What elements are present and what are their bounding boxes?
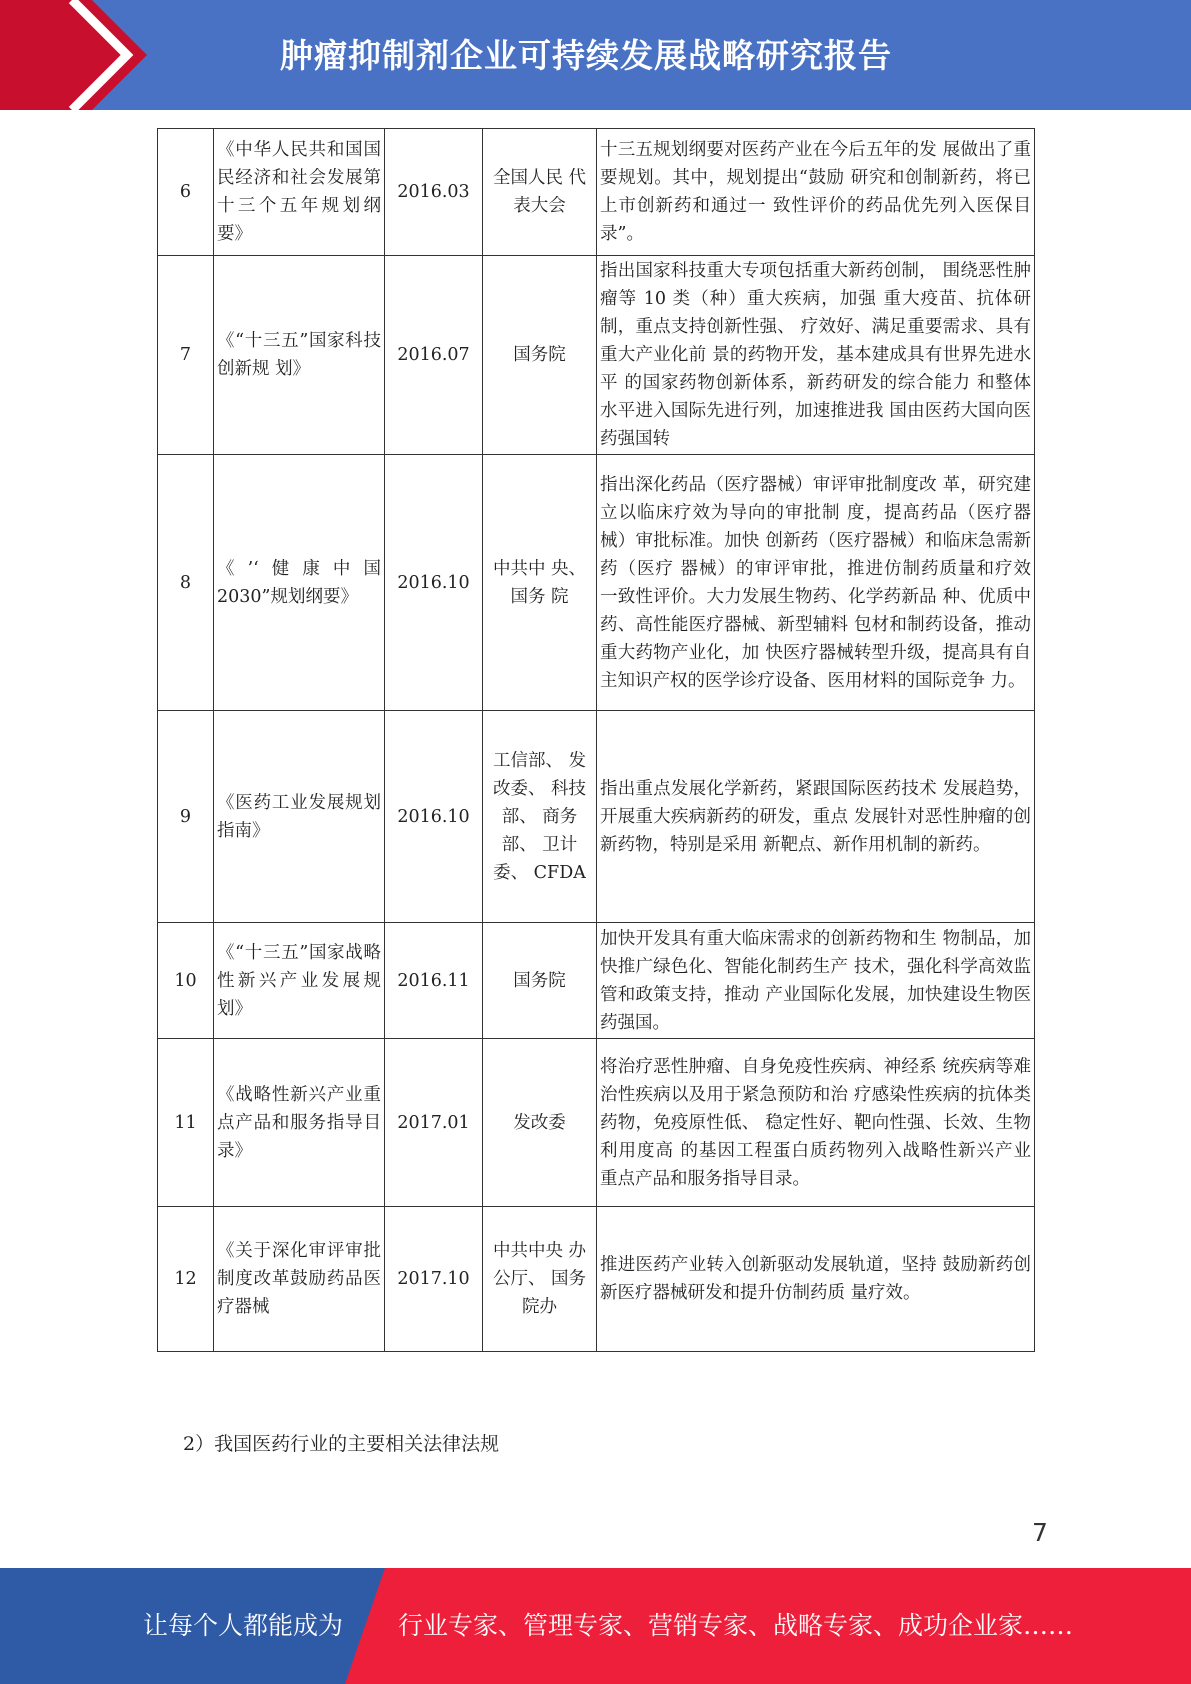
policy-date: 2016.10 [385,455,483,711]
policy-name: 《’‘健康中国2030”规划纲要》 [214,455,385,711]
issuing-organization: 中共中 央、 国务 院 [483,455,597,711]
policy-description: 加快开发具有重大临床需求的创新药物和生 物制品，加快推广绿色化、智能化制药生产 技术，强化科学高效监管和政策支持，推动 产业国际化发展，加快建设生物医药强国。 [597,923,1035,1039]
policy-date: 2016.10 [385,711,483,923]
header-red-arrow [0,0,150,110]
table-row [158,1039,1035,1207]
policy-date: 2016.07 [385,256,483,455]
policy-name: 《中华人民共和国国民经济和社会发展第十三个五年规划纲要》 [214,129,385,256]
row-number: 12 [158,1207,214,1352]
row-number: 11 [158,1039,214,1207]
table-row [158,1207,1035,1352]
issuing-organization: 国务院 [483,923,597,1039]
row-number: 8 [158,455,214,711]
report-title: 肿瘤抑制剂企业可持续发展战略研究报告 [280,36,892,75]
policy-table [157,128,1035,1352]
table-row [158,129,1035,256]
policy-description: 将治疗恶性肿瘤、自身免疫性疾病、神经系 统疾病等难治性疾病以及用于紧急预防和治 疗感染性疾病的抗体类药物，免疫原性低、 稳定性好、靶向性强、长效、生物利用度高 的基因工程蛋白质药物列入战略性新兴产业 重点产品和服务指导目录。 [597,1039,1035,1207]
policy-description: 推进医药产业转入创新驱动发展轨道，坚持 鼓励新药创新医疗器械研发和提升仿制药质 量疗效。 [597,1207,1035,1352]
section-subheading: 2）我国医药行业的主要相关法律法规 [183,1433,500,1455]
policy-name: 《“十三五”国家科技创新规 划》 [214,256,385,455]
page-footer [0,1568,1191,1684]
policy-name: 《医药工业发展规划指南》 [214,711,385,923]
page-header [0,0,1191,110]
row-number: 9 [158,711,214,923]
footer-slogan-left: 让每个人都能成为 [143,1611,344,1640]
issuing-organization: 国务院 [483,256,597,455]
policy-name: 《“十三五”国家战略性新兴产业发展规划》 [214,923,385,1039]
row-number: 6 [158,129,214,256]
policy-name: 《关于深化审评审批制度改革鼓励药品医疗器械 [214,1207,385,1352]
policy-date: 2016.11 [385,923,483,1039]
row-number: 7 [158,256,214,455]
row-number: 10 [158,923,214,1039]
policy-description: 指出深化药品（医疗器械）审评审批制度改 革，研究建立以临床疗效为导向的审批制 度，提髙药品（医疗器械）审批标准。加快 创新药（医疗器械）和临床急需新药（医疗 器械）的审评审批，推进仿制药质量和疗效 一致性评价。大力发展生物药、化学药新品 种、优质中药、高性能医疗器械、新型辅料 包材和制药设备，推动重大药物产业化，加 快医疗器械转型升级，提高具有自主知识产权的医学诊疗设备、医用材料的国际竞争 力。 [597,455,1035,711]
policy-date: 2017.01 [385,1039,483,1207]
policy-date: 2016.03 [385,129,483,256]
policy-description: 十三五规划纲要对医药产业在今后五年的发 展做出了重要规划。其中，规划提出“鼓励 研究和创制新药，将已上市创新药和通过一 致性评价的药品优先列入医保目录”。 [597,129,1035,256]
page-number: 7 [1032,1518,1048,1547]
policy-date: 2017.10 [385,1207,483,1352]
policy-description: 指出重点发展化学新药，紧跟国际医药技术 发展趋势，开展重大疾病新药的研发，重点 发展针对恶性肿瘤的创新药物，特别是采用 新靶点、新作用机制的新药。 [597,711,1035,923]
table-row [158,256,1035,455]
issuing-organization: 发改委 [483,1039,597,1207]
table-row [158,711,1035,923]
footer-slogan-right: 行业专家、管理专家、营销专家、战略专家、成功企业家…… [398,1611,1074,1640]
issuing-organization: 中共中央 办公厅、 国务院办 [483,1207,597,1352]
table-row [158,923,1035,1039]
issuing-organization: 工信部、 发改委、 科技部、 商务部、 卫计委、 CFDA [483,711,597,923]
policy-description: 指出国家科技重大专项包括重大新药创制， 围绕恶性肿瘤等 10 类（种）重大疾病，加强 重大疫苗、抗体研制，重点支持创新性强、 疗效好、满足重要需求、具有重大产业化前 景的药物开发，基本建成具有世界先进水平 的国家药物创新体系，新药研发的综合能力 和整体水平进入国际先进行列，加速推进我 国由医药大国向医药强国转 [597,256,1035,455]
issuing-organization: 全国人民 代表大会 [483,129,597,256]
table-row [158,455,1035,711]
policy-name: 《战略性新兴产业重点产品和服务指导目录》 [214,1039,385,1207]
